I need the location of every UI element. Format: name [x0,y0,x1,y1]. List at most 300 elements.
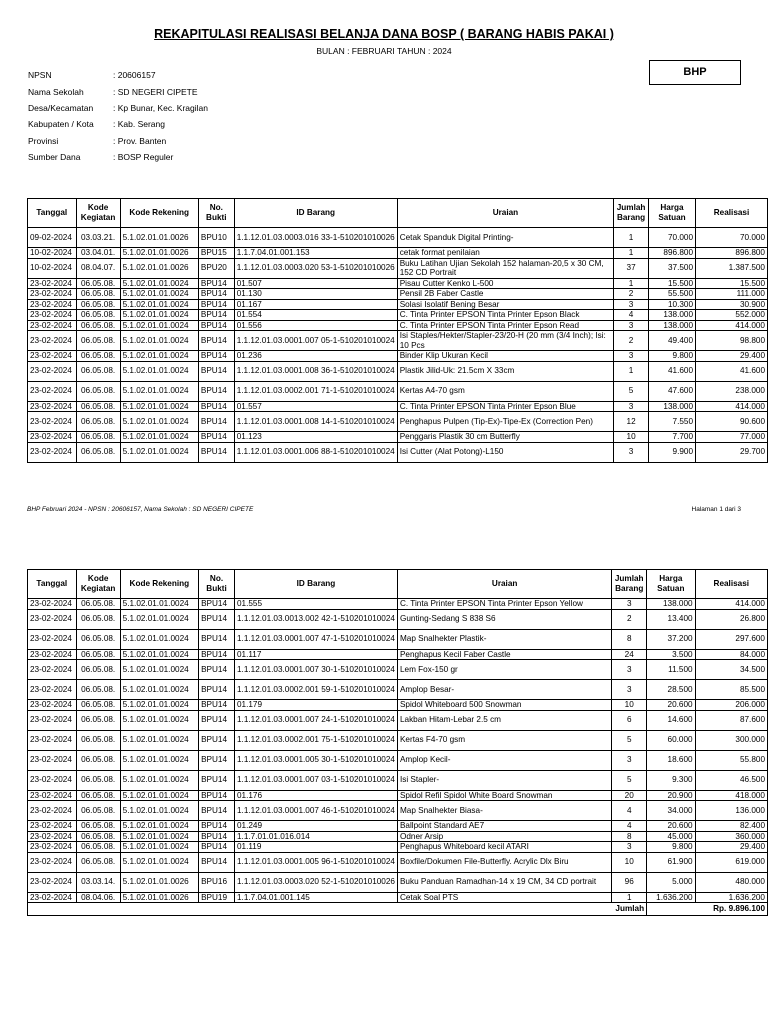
receipt-no-cell: BPU16 [199,872,235,892]
column-header-quantity: Jumlah Barang [614,199,649,228]
description-cell: Buku Latihan Ujian Sekolah 152 halaman-20,5 x 30 CM, 152 CD Portrait [397,258,614,278]
description-cell: cetak format penilaian [397,248,614,259]
receipt-no-cell: BPU14 [198,432,234,443]
table-row [28,432,768,443]
column-header-item-id: ID Barang [234,570,397,599]
bhp-badge: BHP [649,60,741,85]
date-cell: 23-02-2024 [28,412,77,432]
item-id-cell: 1.1.7.04.01.001.145 [234,892,397,903]
description-cell: Spidol Refil Spidol White Board Snowman [397,790,611,801]
column-header-account-code: Kode Rekening [120,570,198,599]
unit-price-cell: 60.000 [647,730,695,750]
table-row [28,401,768,412]
receipt-no-cell: BPU14 [198,442,234,462]
report-subtitle: BULAN : FEBRUARI TAHUN : 2024 [316,46,452,56]
quantity-cell: 3 [614,442,649,462]
item-id-cell: 1.1.7.01.01.016.014 [234,831,397,842]
account-code-cell: 5.1.02.01.01.0024 [120,361,198,381]
receipt-no-cell: BPU14 [199,649,235,660]
table-row [28,331,768,351]
account-code-cell: 5.1.02.01.01.0024 [120,278,198,289]
quantity-cell: 1 [614,248,649,259]
date-cell: 10-02-2024 [28,248,77,259]
realization-cell: 414.000 [696,401,768,412]
receipt-no-cell: BPU14 [198,299,234,310]
receipt-no-cell: BPU19 [199,892,235,903]
item-id-cell: 01.167 [234,299,397,310]
info-row [28,133,208,149]
activity-code-cell: 06.05.08. [76,278,120,289]
receipt-no-cell: BPU10 [198,228,234,248]
date-cell: 23-02-2024 [28,310,77,321]
unit-price-cell: 11.500 [647,660,695,680]
table-row [28,770,768,790]
table-row [28,680,768,700]
table-row [28,821,768,832]
account-code-cell: 5.1.02.01.01.0024 [120,700,198,711]
description-cell: Ballpoint Standard AE7 [397,821,611,832]
unit-price-cell: 37.200 [647,629,695,649]
description-cell: Map Snalhekter Biasa- [397,801,611,821]
date-cell: 23-02-2024 [28,361,77,381]
table-row [28,381,768,401]
item-id-cell: 1.1.12.01.03.0001.007 30-1-510201010024 [234,660,397,680]
activity-code-cell: 06.05.08. [76,801,120,821]
info-row [28,100,208,116]
description-cell: Amplop Kecil- [397,750,611,770]
item-id-cell: 01.123 [234,432,397,443]
table-row [28,248,768,259]
description-cell: Cetak Spanduk Digital Printing- [397,228,614,248]
column-header-realization: Realisasi [696,199,768,228]
realization-cell: 29.400 [696,351,768,362]
table-row [28,700,768,711]
item-id-cell: 1.1.12.01.03.0001.007 46-1-510201010024 [234,801,397,821]
account-code-cell: 5.1.02.01.01.0024 [120,821,198,832]
realization-cell: 77.000 [696,432,768,443]
account-code-cell: 5.1.02.01.01.0024 [120,770,198,790]
account-code-cell: 5.1.02.01.01.0024 [120,831,198,842]
item-id-cell: 1.1.12.01.03.0001.007 05-1-510201010024 [234,331,397,351]
item-id-cell: 1.1.12.01.03.0001.007 24-1-510201010024 [234,710,397,730]
unit-price-cell: 61.900 [647,852,695,872]
activity-code-cell: 06.05.08. [76,381,120,401]
item-id-cell: 01.249 [234,821,397,832]
date-cell: 23-02-2024 [28,801,77,821]
receipt-no-cell: BPU15 [198,248,234,259]
date-cell: 10-02-2024 [28,258,77,278]
account-code-cell: 5.1.02.01.01.0024 [120,331,198,351]
unit-price-cell: 15.500 [648,278,695,289]
info-value: : Kab. Serang [113,119,165,130]
unit-price-cell: 5.000 [647,872,695,892]
activity-code-cell: 06.05.08. [76,852,120,872]
activity-code-cell: 06.05.08. [76,412,120,432]
receipt-no-cell: BPU14 [198,310,234,321]
realization-cell: 360.000 [695,831,767,842]
column-header-description: Uraian [397,199,614,228]
quantity-cell: 2 [614,289,649,300]
description-cell: Penghapus Pulpen (Tip-Ex)-Tipe-Ex (Correction Pen) [397,412,614,432]
description-cell: C. Tinta Printer EPSON Tinta Printer Epson Black [397,310,614,321]
unit-price-cell: 1.636.200 [647,892,695,903]
unit-price-cell: 45.000 [647,831,695,842]
receipt-no-cell: BPU14 [199,599,235,610]
receipt-no-cell: BPU14 [198,381,234,401]
column-header-description: Uraian [397,570,611,599]
unit-price-cell: 47.600 [648,381,695,401]
unit-price-cell: 138.000 [648,310,695,321]
account-code-cell: 5.1.02.01.01.0024 [120,351,198,362]
info-row [28,83,208,99]
date-cell: 23-02-2024 [28,821,77,832]
date-cell: 23-02-2024 [28,660,77,680]
receipt-no-cell: BPU14 [199,750,235,770]
receipt-no-cell: BPU14 [198,351,234,362]
quantity-cell: 10 [614,432,649,443]
unit-price-cell: 9.800 [648,351,695,362]
description-cell: Kertas F4-70 gsm [397,730,611,750]
activity-code-cell: 06.05.08. [76,299,120,310]
account-code-cell: 5.1.02.01.01.0024 [120,320,198,331]
item-id-cell: 01.236 [234,351,397,362]
info-value: : BOSP Reguler [113,152,174,163]
account-code-cell: 5.1.02.01.01.0026 [120,892,198,903]
school-info [28,67,208,165]
realization-cell: 414.000 [695,599,767,610]
unit-price-cell: 10.300 [648,299,695,310]
quantity-cell: 8 [612,831,647,842]
item-id-cell: 01.556 [234,320,397,331]
activity-code-cell: 03.03.14. [76,872,120,892]
item-id-cell: 1.1.12.01.03.0013.002 42-1-510201010024 [234,609,397,629]
account-code-cell: 5.1.02.01.01.0024 [120,649,198,660]
item-id-cell: 01.179 [234,700,397,711]
quantity-cell: 3 [614,320,649,331]
unit-price-cell: 20.600 [647,700,695,711]
info-row [28,67,208,83]
footer-right: Halaman 1 dari 3 [691,506,741,513]
account-code-cell: 5.1.02.01.01.0026 [120,248,198,259]
description-cell: C. Tinta Printer EPSON Tinta Printer Epson Blue [397,401,614,412]
table-row [28,831,768,842]
quantity-cell: 5 [612,730,647,750]
column-header-unit-price: Harga Satuan [647,570,695,599]
receipt-no-cell: BPU14 [198,361,234,381]
item-id-cell: 1.1.12.01.03.0001.007 47-1-510201010024 [234,629,397,649]
activity-code-cell: 03.04.01. [76,248,120,259]
column-header-activity-code: Kode Kegiatan [76,570,120,599]
activity-code-cell: 06.05.08. [76,331,120,351]
item-id-cell: 1.1.12.01.03.0002.001 75-1-510201010024 [234,730,397,750]
table-row [28,609,768,629]
description-cell: Pisau Cutter Kenko L-500 [397,278,614,289]
info-label: NPSN [28,70,52,81]
realization-cell: 238.000 [696,381,768,401]
receipt-no-cell: BPU20 [198,258,234,278]
table-row [28,228,768,248]
item-id-cell: 01.554 [234,310,397,321]
item-id-cell: 01.555 [234,599,397,610]
receipt-no-cell: BPU14 [198,401,234,412]
table-row [28,310,768,321]
unit-price-cell: 7.700 [648,432,695,443]
account-code-cell: 5.1.02.01.01.0024 [120,660,198,680]
description-cell: C. Tinta Printer EPSON Tinta Printer Epson Read [397,320,614,331]
activity-code-cell: 06.05.08. [76,599,120,610]
table-row [28,258,768,278]
description-cell: Boxfile/Dokumen File-Butterfly. Acrylic Dlx Biru [397,852,611,872]
realization-cell: 55.800 [695,750,767,770]
unit-price-cell: 55.500 [648,289,695,300]
column-header-quantity: Jumlah Barang [612,570,647,599]
receipt-no-cell: BPU14 [199,801,235,821]
unit-price-cell: 9.900 [648,442,695,462]
date-cell: 23-02-2024 [28,892,77,903]
info-label: Sumber Dana [28,152,81,163]
activity-code-cell: 08.04.06. [76,892,120,903]
description-cell: Odner Arsip [397,831,611,842]
info-label: Provinsi [28,135,59,146]
account-code-cell: 5.1.02.01.01.0024 [120,299,198,310]
activity-code-cell: 06.05.08. [76,710,120,730]
date-cell: 23-02-2024 [28,629,77,649]
unit-price-cell: 138.000 [647,599,695,610]
date-cell: 23-02-2024 [28,278,77,289]
description-cell: Cetak Soal PTS [397,892,611,903]
quantity-cell: 12 [614,412,649,432]
realization-cell: 70.000 [696,228,768,248]
description-cell: Amplop Besar- [397,680,611,700]
unit-price-cell: 34.000 [647,801,695,821]
quantity-cell: 3 [614,401,649,412]
quantity-cell: 1 [614,228,649,248]
date-cell: 23-02-2024 [28,381,77,401]
account-code-cell: 5.1.02.01.01.0026 [120,228,198,248]
activity-code-cell: 06.05.08. [76,351,120,362]
description-cell: Buku Panduan Ramadhan-14 x 19 CM, 34 CD portrait [397,872,611,892]
activity-code-cell: 06.05.08. [76,660,120,680]
info-row [28,149,208,165]
date-cell: 23-02-2024 [28,599,77,610]
activity-code-cell: 06.05.08. [76,770,120,790]
activity-code-cell: 06.05.08. [76,432,120,443]
activity-code-cell: 06.05.08. [76,361,120,381]
column-header-unit-price: Harga Satuan [648,199,695,228]
unit-price-cell: 138.000 [648,320,695,331]
quantity-cell: 3 [612,680,647,700]
quantity-cell: 4 [614,310,649,321]
receipt-no-cell: BPU14 [199,629,235,649]
realization-cell: 1.636.200 [695,892,767,903]
table-row [28,790,768,801]
quantity-cell: 3 [614,299,649,310]
column-header-receipt-no: No. Bukti [199,570,235,599]
realization-cell: 82.400 [695,821,767,832]
table-row [28,629,768,649]
column-header-account-code: Kode Rekening [120,199,198,228]
info-value: : SD NEGERI CIPETE [113,86,198,97]
receipt-no-cell: BPU14 [199,790,235,801]
date-cell: 23-02-2024 [28,680,77,700]
table-row [28,361,768,381]
description-cell: Lakban Hitam-Lebar 2.5 cm [397,710,611,730]
table-row [28,649,768,660]
column-header-activity-code: Kode Kegiatan [76,199,120,228]
table-row [28,289,768,300]
date-cell: 23-02-2024 [28,299,77,310]
realization-cell: 26.800 [695,609,767,629]
date-cell: 23-02-2024 [28,442,77,462]
total-label: Jumlah [28,903,647,916]
quantity-cell: 1 [614,361,649,381]
column-header-date: Tanggal [28,570,77,599]
quantity-cell: 1 [614,278,649,289]
description-cell: Solasi Isolatif Bening Besar [397,299,614,310]
realization-cell: 15.500 [696,278,768,289]
receipt-no-cell: BPU14 [198,289,234,300]
activity-code-cell: 06.05.08. [76,680,120,700]
quantity-cell: 1 [612,892,647,903]
quantity-cell: 24 [612,649,647,660]
report-title: REKAPITULASI REALISASI BELANJA DANA BOSP ( BARANG HABIS PAKAI ) [154,27,614,41]
date-cell: 23-02-2024 [28,289,77,300]
receipt-no-cell: BPU14 [199,710,235,730]
activity-code-cell: 06.05.08. [76,442,120,462]
item-id-cell: 1.1.12.01.03.0002.001 59-1-510201010024 [234,680,397,700]
receipt-no-cell: BPU14 [199,831,235,842]
activity-code-cell: 06.05.08. [76,842,120,853]
unit-price-cell: 13.400 [647,609,695,629]
account-code-cell: 5.1.02.01.01.0024 [120,609,198,629]
date-cell: 23-02-2024 [28,700,77,711]
activity-code-cell: 06.05.08. [76,629,120,649]
item-id-cell: 1.1.12.01.03.0001.006 88-1-510201010024 [234,442,397,462]
unit-price-cell: 49.400 [648,331,695,351]
date-cell: 23-02-2024 [28,790,77,801]
account-code-cell: 5.1.02.01.01.0024 [120,680,198,700]
realization-cell: 111.000 [696,289,768,300]
realization-cell: 480.000 [695,872,767,892]
realization-cell: 46.500 [695,770,767,790]
item-id-cell: 1.1.12.01.03.0001.005 30-1-510201010024 [234,750,397,770]
receipt-no-cell: BPU14 [198,278,234,289]
description-cell: Pensil 2B Faber Castle [397,289,614,300]
unit-price-cell: 9.800 [647,842,695,853]
realization-cell: 34.500 [695,660,767,680]
realization-cell: 87.600 [695,710,767,730]
unit-price-cell: 20.900 [647,790,695,801]
realization-cell: 896.800 [696,248,768,259]
account-code-cell: 5.1.02.01.01.0026 [120,872,198,892]
info-value: : 20606157 [113,70,156,81]
date-cell: 09-02-2024 [28,228,77,248]
table-row [28,660,768,680]
activity-code-cell: 06.05.08. [76,730,120,750]
table-row [28,801,768,821]
date-cell: 23-02-2024 [28,872,77,892]
activity-code-cell: 06.05.08. [76,609,120,629]
account-code-cell: 5.1.02.01.01.0024 [120,310,198,321]
realization-cell: 414.000 [696,320,768,331]
receipt-no-cell: BPU14 [199,660,235,680]
receipt-no-cell: BPU14 [199,680,235,700]
total-row [28,903,768,916]
table-row [28,852,768,872]
quantity-cell: 3 [612,660,647,680]
account-code-cell: 5.1.02.01.01.0024 [120,710,198,730]
date-cell: 23-02-2024 [28,852,77,872]
description-cell: Penggaris Plastik 30 cm Butterfly [397,432,614,443]
description-cell: Map Snalhekter Plastik- [397,629,611,649]
account-code-cell: 5.1.02.01.01.0024 [120,629,198,649]
info-label: Nama Sekolah [28,86,84,97]
description-cell: Gunting-Sedang S 838 S6 [397,609,611,629]
account-code-cell: 5.1.02.01.01.0024 [120,790,198,801]
date-cell: 23-02-2024 [28,770,77,790]
activity-code-cell: 06.05.08. [76,700,120,711]
receipt-no-cell: BPU14 [198,320,234,331]
quantity-cell: 4 [612,821,647,832]
expense-table-page-1 [27,198,768,463]
quantity-cell: 37 [614,258,649,278]
unit-price-cell: 9.300 [647,770,695,790]
activity-code-cell: 06.05.08. [76,310,120,321]
receipt-no-cell: BPU14 [199,770,235,790]
quantity-cell: 3 [614,351,649,362]
account-code-cell: 5.1.02.01.01.0024 [120,599,198,610]
quantity-cell: 2 [612,609,647,629]
unit-price-cell: 14.600 [647,710,695,730]
activity-code-cell: 06.05.08. [76,649,120,660]
description-cell: Lem Fox-150 gr [397,660,611,680]
description-cell: Isi Staples/Hekter/Stapler-23/20-H (20 mm (3/4 Inch); Isi: 10 Pcs [397,331,614,351]
info-label: Desa/Kecamatan [28,102,94,113]
column-header-realization: Realisasi [695,570,767,599]
receipt-no-cell: BPU14 [199,821,235,832]
date-cell: 23-02-2024 [28,842,77,853]
realization-cell: 85.500 [695,680,767,700]
item-id-cell: 1.1.12.01.03.0001.007 03-1-510201010024 [234,770,397,790]
item-id-cell: 01.119 [234,842,397,853]
account-code-cell: 5.1.02.01.01.0024 [120,432,198,443]
item-id-cell: 1.1.12.01.03.0001.008 14-1-510201010024 [234,412,397,432]
quantity-cell: 8 [612,629,647,649]
activity-code-cell: 06.05.08. [76,750,120,770]
account-code-cell: 5.1.02.01.01.0024 [120,289,198,300]
date-cell: 23-02-2024 [28,831,77,842]
unit-price-cell: 3.500 [647,649,695,660]
date-cell: 23-02-2024 [28,320,77,331]
description-cell: Penghapus Whiteboard kecil ATARI [397,842,611,853]
receipt-no-cell: BPU14 [198,331,234,351]
item-id-cell: 1.1.12.01.03.0003.020 52-1-510201010026 [234,872,397,892]
realization-cell: 206.000 [695,700,767,711]
activity-code-cell: 06.05.08. [76,289,120,300]
table-row [28,351,768,362]
item-id-cell: 01.507 [234,278,397,289]
footer-left: BHP Februari 2024 - NPSN : 20606157, Nama Sekolah : SD NEGERI CIPETE [27,506,254,513]
receipt-no-cell: BPU14 [199,842,235,853]
table-row [28,320,768,331]
unit-price-cell: 7.550 [648,412,695,432]
realization-cell: 418.000 [695,790,767,801]
activity-code-cell: 06.05.08. [76,831,120,842]
date-cell: 23-02-2024 [28,351,77,362]
item-id-cell: 01.117 [234,649,397,660]
date-cell: 23-02-2024 [28,730,77,750]
item-id-cell: 1.1.12.01.03.0003.020 53-1-510201010026 [234,258,397,278]
